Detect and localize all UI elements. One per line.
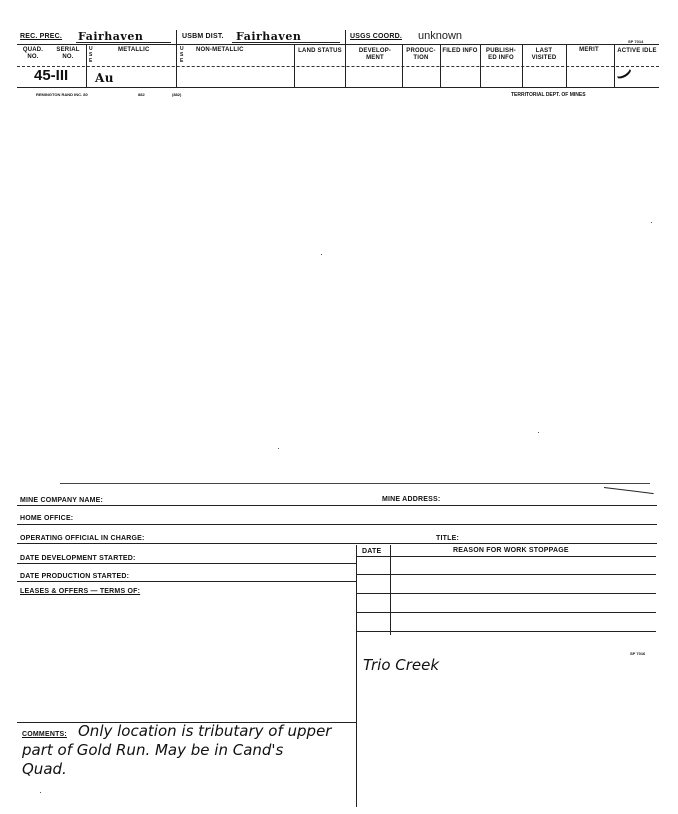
rule-stop-2 [356,593,656,594]
active-idle-mark: ) [616,68,634,82]
divider-col-last [522,44,523,87]
divider-1 [176,30,177,87]
quad-no-value: 45-III [34,67,69,84]
form-number-top: SP 7014 [628,39,644,44]
row-rule-1 [17,66,659,67]
usbm-dist-underline [232,42,340,43]
scan-speck [40,792,41,793]
rec-prec-label: REC. PREC. [20,33,63,40]
rule-prod-started [17,581,356,582]
rec-prec-underline [76,42,171,43]
printer-code-2: (882) [172,92,182,97]
rule-stop-1 [356,574,656,575]
date-col-divider [390,545,391,635]
divider-2 [345,30,346,87]
col-quad-no: QUAD. NO. [22,47,44,60]
rule-stop-3 [356,612,656,613]
top-rule [17,44,659,45]
col-land-status: LAND STATUS [298,48,342,54]
col-active-idle: ACTIVE IDLE [617,48,657,54]
title-label: TITLE: [436,535,459,542]
col-metallic: METALLIC [118,47,150,53]
home-office-label: HOME OFFICE: [20,515,74,522]
comments-line-3: Quad. [22,760,67,778]
col-last-visited: LAST VISITED [531,48,557,61]
printer-code: 882 [138,92,145,97]
usbm-dist-label: USBM DIST. [182,33,224,40]
divider-col-filed [440,44,441,87]
back-center-divider [356,545,357,807]
bottom-rule [17,87,659,88]
col-non-metallic: NON-METALLIC [196,47,244,53]
rule-home-office [17,524,657,525]
form-number-back: SP 7016 [630,651,646,656]
rec-prec-value: Fairhaven [78,30,144,43]
divider-col-merit [566,44,567,87]
scan-speck [538,432,539,433]
scan-speck [651,222,652,223]
col-use-nonmetallic: U S E [180,46,184,64]
leases-label: LEASES & OFFERS — TERMS OF: [20,588,141,595]
operating-official-label: OPERATING OFFICIAL IN CHARGE: [20,535,145,542]
department-label: TERRITORIAL DEPT. OF MINES [511,92,586,98]
col-serial-no: SERIAL NO. [56,47,80,60]
scan-speck [321,254,322,255]
date-dev-started-label: DATE DEVELOPMENT STARTED: [20,555,136,562]
divider-col-active [614,44,615,87]
printer-label: REMINGTON RAND INC. 80 [36,92,88,97]
rule-stop-hdr [356,556,656,557]
col-published-info: PUBLISH- ED INFO [486,48,516,61]
usgs-coord-value: unknown [418,30,463,42]
rule-company [17,505,657,506]
back-top-rule [60,483,650,484]
usbm-dist-value: Fairhaven [236,30,302,43]
scan-speck [278,448,279,449]
rule-dev-started [17,563,356,564]
reason-col-label: REASON FOR WORK STOPPAGE [453,547,569,554]
comments-line-1: Only location is tributary of upper [78,722,332,740]
mine-address-label: MINE ADDRESS: [382,496,441,503]
rule-official [17,543,657,544]
usgs-coord-label: USGS COORD. [350,33,402,40]
col-filed-info: FILED INFO [442,48,478,54]
col-production: PRODUC- TION [406,48,436,61]
divider-col-land [294,44,295,87]
col-development: DEVELOP- MENT [358,48,392,61]
back-top-rule-right [604,487,654,494]
metallic-value: Au [95,71,115,85]
location-note: Trio Creek [363,656,440,674]
divider-col-serial [86,44,87,87]
col-merit: MERIT [579,47,599,53]
comments-line-2: part of Gold Run. May be in Cand's [22,741,284,759]
rule-stop-4 [356,631,656,632]
date-col-label: DATE [362,548,382,555]
col-use-metallic: U S E [89,46,93,64]
divider-col-prod [402,44,403,87]
mine-company-name-label: MINE COMPANY NAME: [20,497,104,504]
divider-col-pub [480,44,481,87]
comments-label: COMMENTS: [22,731,67,738]
date-prod-started-label: DATE PRODUCTION STARTED: [20,573,130,580]
